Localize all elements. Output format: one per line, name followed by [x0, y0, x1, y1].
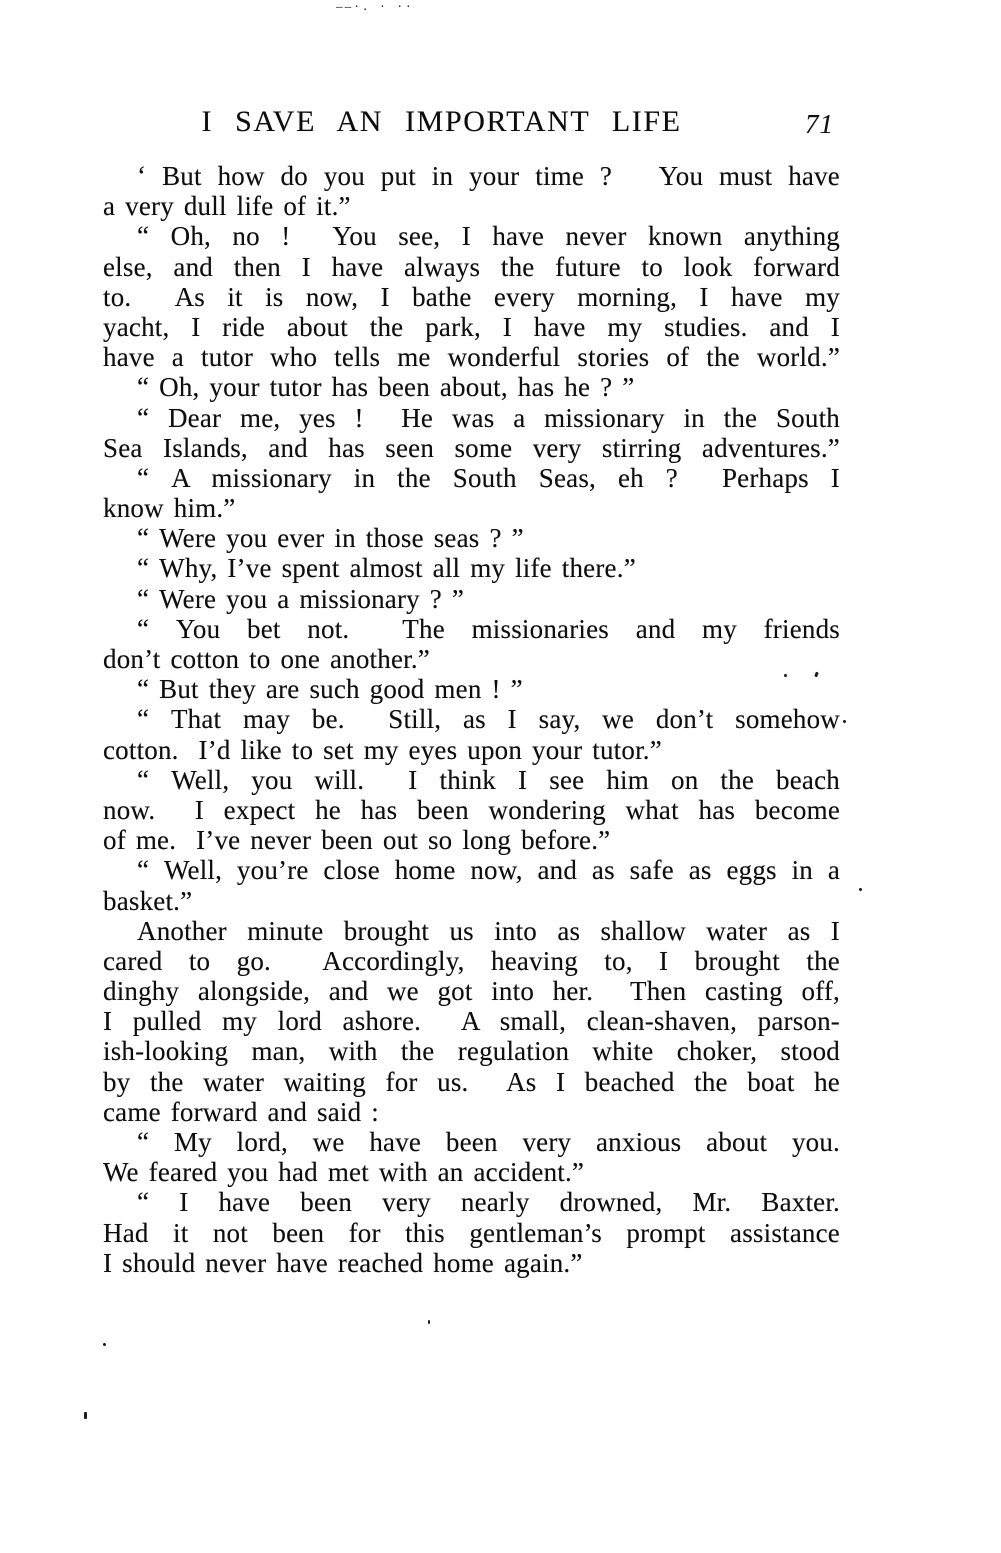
scan-speck	[859, 888, 862, 891]
text-line: came forward and said :	[103, 1096, 379, 1127]
text-line: now. I expect he has been wondering what has become	[103, 794, 840, 825]
paragraph	[103, 916, 840, 1127]
scan-speck	[784, 674, 787, 677]
text-line: “ A missionary in the South Seas, eh ? Perhaps I	[137, 462, 840, 493]
text-line: else, and then I have always the future to look forward	[103, 251, 840, 282]
text-line: “ Were you a missionary ? ”	[137, 583, 465, 614]
text-line: Sea Islands, and has seen some very stirring adventures.”	[103, 432, 840, 463]
text-line: basket.”	[103, 885, 193, 916]
paragraph	[103, 553, 840, 583]
text-line: of me. I’ve never been out so long before.”	[103, 825, 611, 856]
paragraph	[103, 1127, 840, 1187]
text-line: “ Were you ever in those seas ? ”	[137, 523, 524, 554]
running-title: I SAVE AN IMPORTANT LIFE	[201, 105, 682, 138]
paragraph	[103, 161, 840, 221]
text-line: “ But they are such good men ! ”	[137, 674, 523, 705]
text-line: Another minute brought us into as shallow water as I	[137, 915, 840, 946]
text-line: a very dull life of it.”	[103, 191, 351, 222]
text-line: know him.”	[103, 493, 236, 524]
page-number: 71	[805, 109, 834, 139]
scan-artifact: ——·. · ··	[336, 0, 414, 13]
text-line: We feared you had met with an accident.”	[103, 1157, 585, 1188]
paragraph	[103, 704, 840, 764]
text-line: yacht, I ride about the park, I have my studies. and I	[103, 311, 840, 342]
text-line: “ Oh, no ! You see, I have never known anything	[137, 221, 840, 252]
paragraph	[103, 1187, 840, 1278]
text-line: cotton. I’d like to set my eyes upon your tutor.”	[103, 734, 662, 765]
text-line: ish-looking man, with the regulation white choker, stood	[103, 1036, 840, 1067]
text-line: “ My lord, we have been very anxious about you.	[137, 1127, 840, 1157]
text-line: have a tutor who tells me wonderful stories of the world.”	[103, 342, 840, 373]
scan-speck	[428, 1320, 430, 1324]
paragraph	[103, 674, 840, 704]
text-line: ‘ But how do you put in your time ? You must have	[137, 161, 840, 191]
text-line: “ Dear me, yes ! He was a missionary in the South	[137, 402, 840, 433]
text-line: I should never have reached home again.”	[103, 1247, 583, 1278]
text-line: by the water waiting for us. As I beached the boat he	[103, 1066, 840, 1097]
paragraph	[103, 765, 840, 856]
text-line: “ You bet not. The missionaries and my friends	[137, 613, 840, 644]
paragraph	[103, 523, 840, 553]
text-line: “ Oh, your tutor has been about, has he ? ”	[137, 372, 635, 403]
scan-speck	[843, 720, 846, 723]
text-line: “ I have been very nearly drowned, Mr. Baxter.	[137, 1187, 840, 1218]
text-line: cared to go. Accordingly, heaving to, I brought the	[103, 945, 840, 976]
text-line: “ Well, you will. I think I see him on the beach	[137, 764, 840, 795]
text-line: “ Well, you’re close home now, and as safe as eggs in a	[137, 855, 840, 886]
paragraph	[103, 584, 840, 614]
text-line: to. As it is now, I bathe every morning, I have my	[103, 281, 840, 312]
text-line: dinghy alongside, and we got into her. Then casting off,	[103, 976, 840, 1007]
text-block	[103, 161, 840, 1278]
text-line: “ Why, I’ve spent almost all my life there.”	[137, 553, 636, 584]
paragraph	[103, 614, 840, 674]
paragraph	[103, 855, 840, 915]
paragraph	[103, 463, 840, 523]
text-line: don’t cotton to one another.”	[103, 644, 430, 674]
text-line: I pulled my lord ashore. A small, clean-shaven, parson-	[103, 1006, 840, 1037]
text-line: Had it not been for this gentleman’s prompt assistance	[103, 1217, 840, 1248]
paragraph	[103, 372, 840, 402]
paragraph	[103, 221, 840, 372]
scan-speck	[84, 1412, 87, 1419]
scan-speck	[103, 1343, 106, 1346]
text-line: “ That may be. Still, as I say, we don’t somehow	[137, 704, 840, 735]
page-header	[103, 104, 840, 142]
paragraph	[103, 403, 840, 463]
